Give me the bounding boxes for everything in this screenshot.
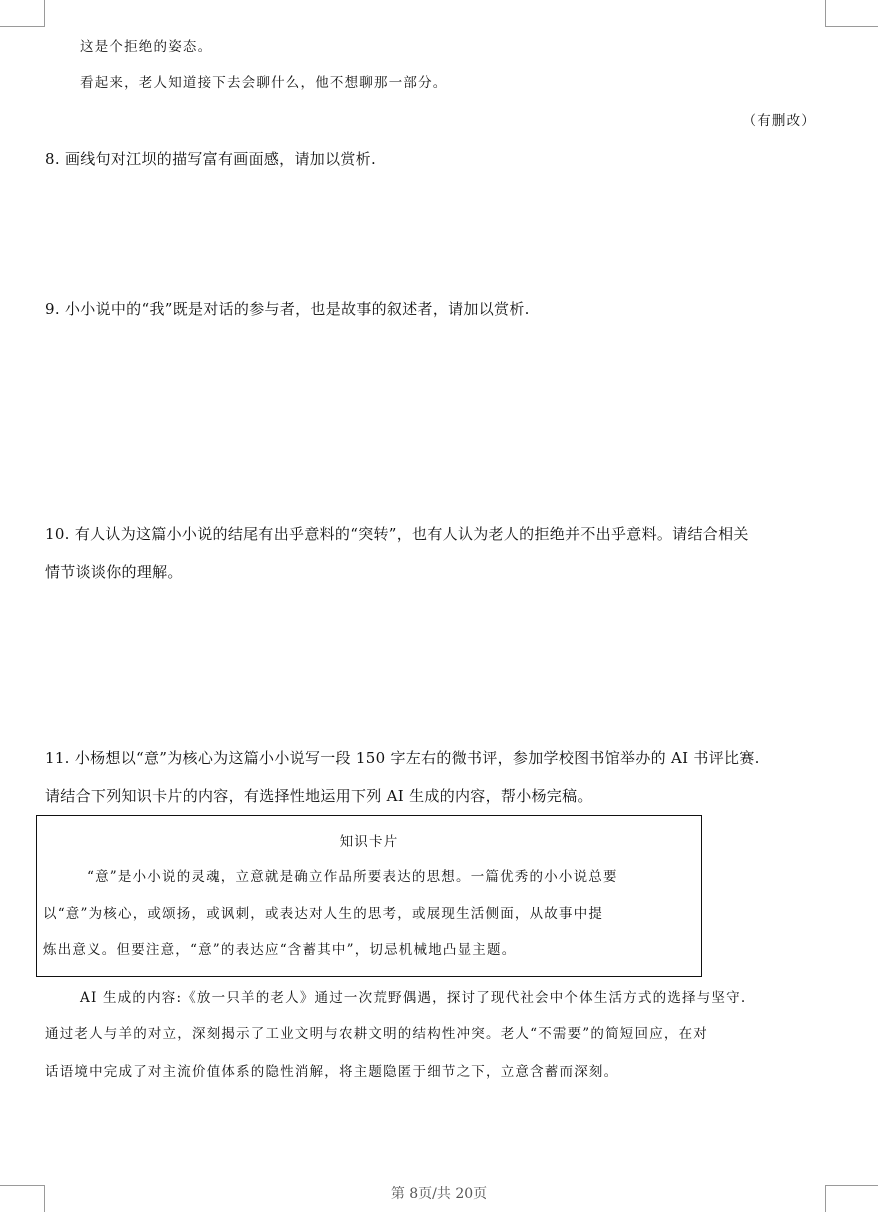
crop-mark-top-left	[0, 0, 45, 27]
page-number: 第 8页/共 20页	[390, 1186, 488, 1202]
crop-mark-top-right	[825, 0, 878, 27]
passage-line-2: 看起来，老人知道接下去会聊什么，他不想聊那一部分。	[80, 75, 448, 91]
knowledge-card-line-2: 以“意”为核心，或颂扬，或讽刺，或表达对人生的思考，或展现生活侧面，从故事中提	[43, 906, 604, 922]
question-10-line-2: 情节谈谈你的理解。	[45, 563, 183, 581]
question-9: 9. 小小说中的“我”既是对话的参与者，也是故事的叙述者，请加以赏析.	[45, 300, 530, 318]
ai-content-line-1: AI 生成的内容:《放一只羊的老人》通过一次荒野偶遇，探讨了现代社会中个体生活方式的选择与坚守.	[80, 990, 747, 1006]
knowledge-card-line-1: “意”是小小说的灵魂，立意就是确立作品所要表达的思想。一篇优秀的小小说总要	[87, 869, 618, 885]
question-10-line-1: 10. 有人认为这篇小小说的结尾有出乎意料的“突转”，也有人认为老人的拒绝并不出乎意料。请结合相关	[45, 525, 749, 543]
knowledge-card	[36, 815, 702, 977]
ai-content-line-3: 话语境中完成了对主流价值体系的隐性消解，将主题隐匿于细节之下，立意含蓄而深刻。	[45, 1064, 619, 1080]
question-11-line-1: 11. 小杨想以“意”为核心为这篇小小说写一段 150 字左右的微书评，参加学校图书馆举办的 AI 书评比赛.	[45, 749, 760, 767]
question-11-line-2: 请结合下列知识卡片的内容，有选择性地运用下列 AI 生成的内容，帮小杨完稿。	[45, 787, 593, 805]
knowledge-card-title: 知识卡片	[339, 834, 399, 850]
question-8: 8. 画线句对江坝的描写富有画面感，请加以赏析.	[45, 150, 377, 168]
passage-line-1: 这是个拒绝的姿态。	[80, 39, 213, 55]
ai-content-line-2: 通过老人与羊的对立，深刻揭示了工业文明与农耕文明的结构性冲突。老人“不需要”的简短回应，在对	[45, 1026, 709, 1042]
source-note: （有删改）	[742, 113, 816, 129]
knowledge-card-line-3: 炼出意义。但要注意，“意”的表达应“含蓄其中”，切忌机械地凸显主题。	[43, 942, 517, 958]
